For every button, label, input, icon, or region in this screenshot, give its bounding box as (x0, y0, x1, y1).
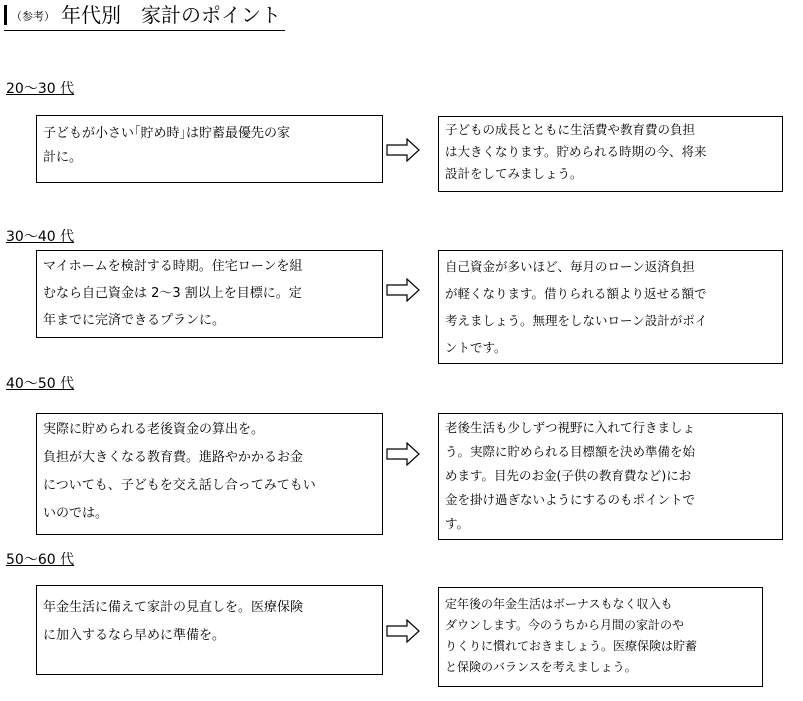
advice-box-50-60 (36, 585, 383, 675)
detail-box-30-40 (438, 250, 783, 364)
advice-line: 負担が大きくなる教育費。進路やかかるお金 (43, 450, 304, 465)
detail-box-40-50 (438, 413, 783, 540)
advice-box-20-30 (36, 115, 383, 183)
advice-line: 年までに完済できるプランに。 (43, 313, 226, 328)
advice-line: についても、子どもを交え話し合ってみてもい (43, 478, 316, 493)
section-heading-20-30: 20〜30 代 (6, 81, 75, 97)
title-bar (4, 5, 7, 25)
advice-line: 実際に貯められる老後資金の算出を。 (43, 422, 265, 437)
detail-line: 子どもの成長とともに生活費や教育費の負担 (445, 122, 696, 137)
detail-line: 定年後の年金生活はボーナスもなく収入も (445, 597, 673, 611)
page-title (4, 2, 285, 31)
advice-line: マイホームを検討する時期。住宅ローンを組 (43, 259, 303, 274)
section-heading-40-50: 40〜50 代 (6, 376, 75, 392)
advice-box-40-50 (36, 413, 383, 535)
section-heading-30-40: 30〜40 代 (6, 229, 75, 245)
advice-line: 年金生活に備えて家計の見直しを。医療保険 (43, 600, 304, 615)
detail-line: 老後生活も少しずつ視野に入れて行きましょ (445, 420, 696, 435)
detail-line: す。 (445, 516, 470, 531)
detail-line: めます。目先のお金(子供の教育費など)にお (445, 468, 692, 483)
detail-line: が軽くなります。借りられる額より返せる額で (445, 286, 707, 301)
title-reference-label: （参考） (11, 10, 55, 23)
detail-line: 金を掛け過ぎないようにするのもポイントで (445, 492, 696, 507)
advice-line: むなら自己資金は 2〜3 割以上を目標に。定 (43, 286, 302, 301)
arrow-right-icon (386, 278, 420, 302)
arrow-right-icon (386, 138, 420, 162)
detail-line: 自己資金が多いほど、毎月のローン返済負担 (445, 259, 695, 274)
advice-box-30-40 (36, 250, 383, 338)
title-text: 年代別 家計のポイント (61, 3, 281, 27)
arrow-right-icon (386, 619, 420, 643)
arrow-right-icon (386, 442, 420, 466)
detail-line: は大きくなります。貯められる時期の今、将来 (445, 144, 707, 159)
detail-box-20-30 (438, 116, 783, 192)
detail-line: 考えましょう。無理をしないローン設計がポイ (445, 313, 708, 328)
detail-line: りくりに慣れておきましょう。医療保険は貯蓄 (445, 639, 698, 653)
detail-line: ントです。 (445, 340, 507, 355)
detail-line: と保険のバランスを考えましょう。 (445, 660, 637, 674)
detail-box-50-60 (438, 587, 763, 687)
detail-line: ダウンします。今のうちから月間の家計のや (445, 618, 685, 632)
advice-line: 子どもが小さい｢貯め時｣は貯蓄最優先の家 (43, 126, 291, 141)
detail-line: 設計をしてみましょう。 (445, 166, 583, 181)
advice-line: いのでは。 (43, 506, 109, 521)
section-heading-50-60: 50〜60 代 (6, 552, 75, 568)
detail-line: う。実際に貯められる目標額を決め準備を始 (445, 444, 696, 459)
advice-line: に加入するなら早めに準備を。 (43, 628, 226, 643)
advice-line: 計に。 (43, 150, 83, 165)
